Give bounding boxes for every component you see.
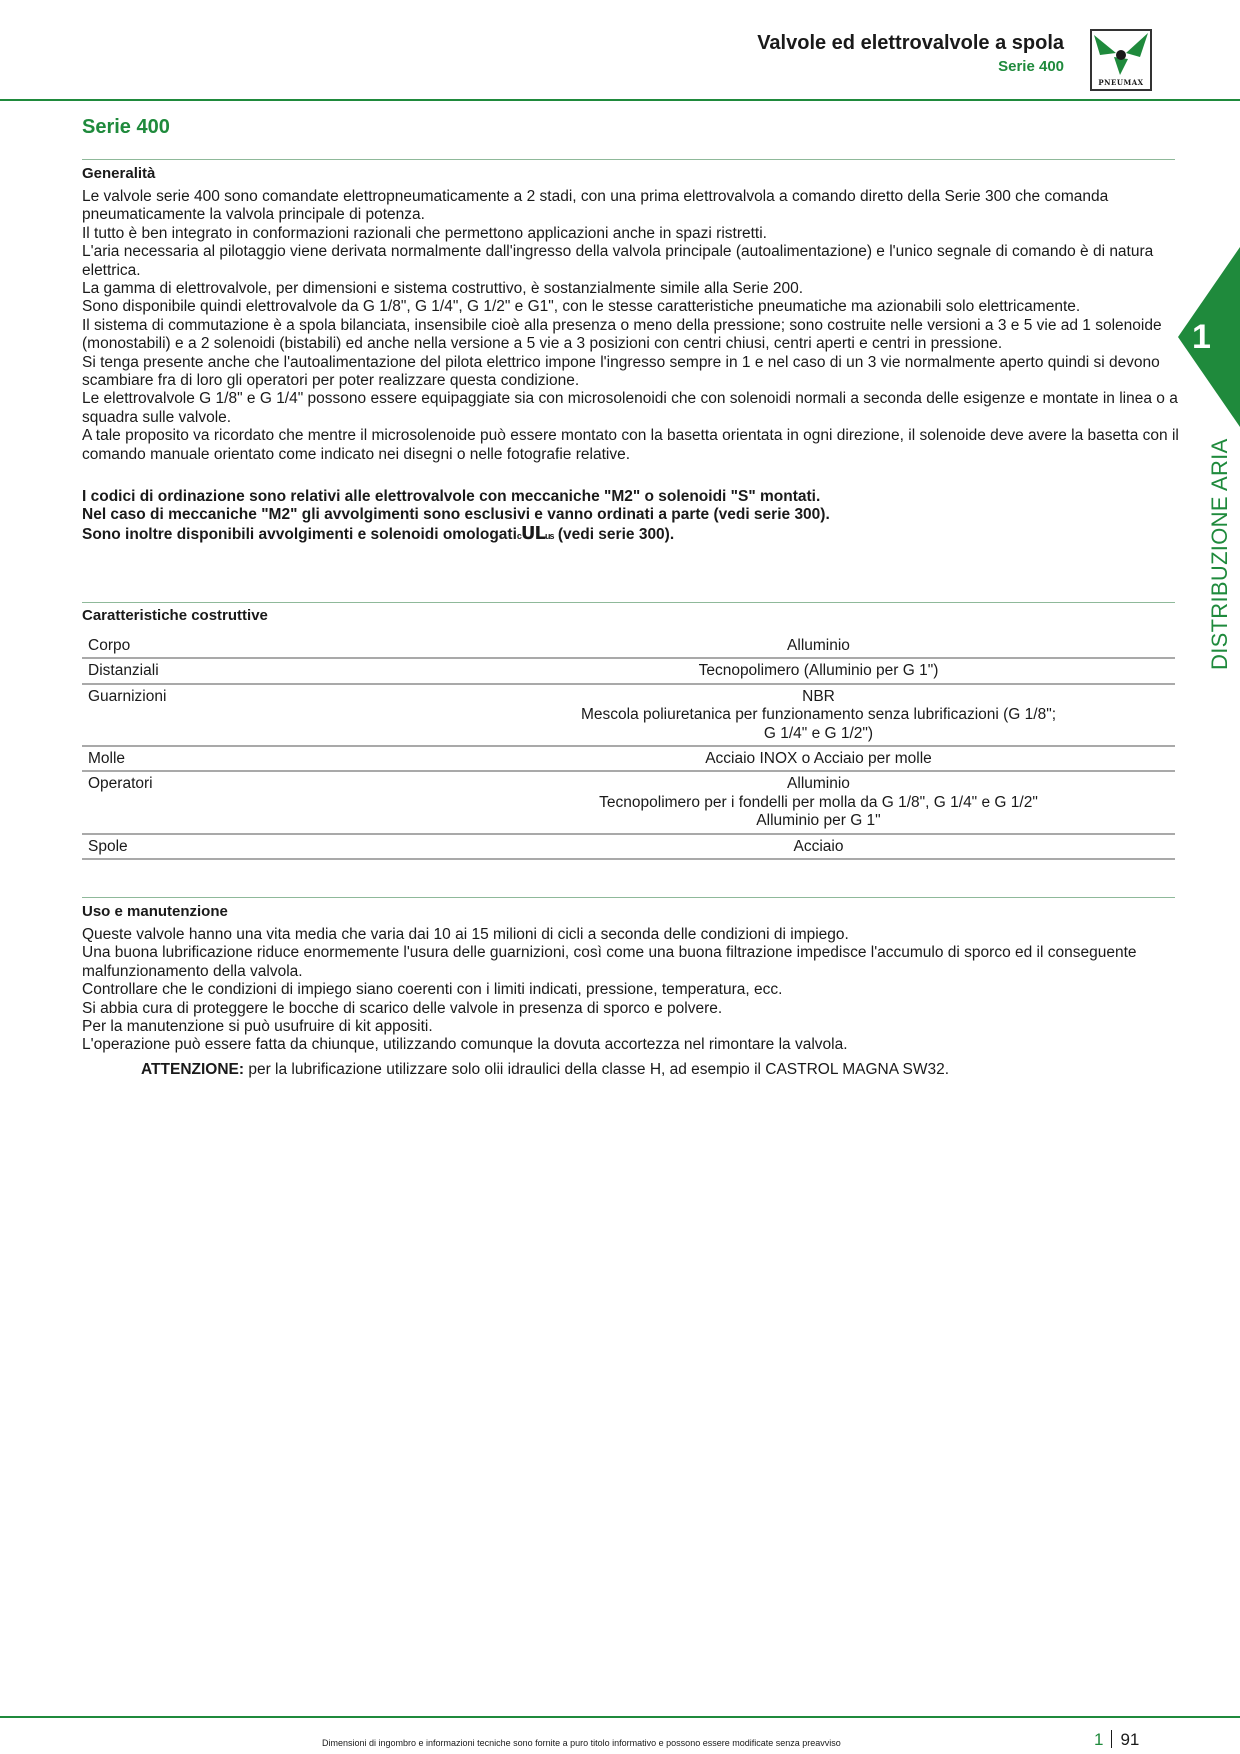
page-separator [1111, 1730, 1112, 1748]
spec-name: Guarnizioni [82, 684, 462, 746]
footer-divider [0, 1716, 1240, 1718]
chapter-number: 1 [1192, 318, 1211, 356]
header-subtitle: Serie 400 [998, 58, 1064, 75]
spec-value-line: Acciaio [793, 837, 844, 855]
footer-disclaimer: Dimensioni di ingombro e informazioni tecniche sono fornite a puro titolo informativo e possono essere modificate senza preavviso [322, 1738, 841, 1748]
ordering-note: I codici di ordinazione sono relativi alle elettrovalvole con meccaniche "M2" o solenoidi "S" montati. [82, 488, 821, 505]
uso-text [82, 926, 1182, 1055]
logo-text: PNEUMAX [1098, 78, 1144, 87]
paragraph: Il sistema di commutazione è a spola bilanciata, insensibile cioè alla presenza o meno della pressione; sono costruite nelle versioni a 3 e 5 vie ad 1 solenoide (monostabili) e a 2 solenoidi (bistabili) ed anche nella versione a 5 vie a 3 posizioni con centri chiusi, centri aperti e centri in pressione. [82, 316, 1162, 353]
page-number [1094, 1730, 1139, 1750]
spec-value-line: Acciaio INOX o Acciaio per molle [705, 750, 932, 768]
chapter-ref: 1 [1094, 1730, 1104, 1749]
attention-note [141, 1061, 949, 1079]
paragraph: Le elettrovalvole G 1/8" e G 1/4" possono essere equipaggiate sia con microsolenoidi che con solenoidi normali a seconda delle esigenze e montate in linea o a squadra sulle valvole. [82, 390, 1178, 426]
ordering-note [82, 522, 1182, 545]
paragraph: A tale proposito va ricordato che mentre il microsolenoide può essere montato con la basetta orientata in ogni direzione, il solenoide deve avere la basetta con il comando manuale orientato come indicato nei disegni o nelle fotografie relative. [82, 427, 1179, 463]
spec-name: Molle [82, 746, 462, 771]
spec-name: Spole [82, 834, 462, 859]
generalita-heading: Generalità [82, 165, 156, 182]
table-row [82, 746, 1175, 771]
caratteristiche-heading: Caratteristiche costruttive [82, 607, 268, 624]
ordering-note-ref: (vedi serie 300). [557, 525, 675, 543]
paragraph: Controllare che le condizioni di impiego siano coerenti con i limiti indicati, pressione, temperatura, ecc. [82, 981, 783, 999]
spec-value [462, 658, 1175, 683]
spec-name: Corpo [82, 634, 462, 658]
ordering-note-text: Sono inoltre disponibili avvolgimenti e solenoidi omologati [82, 525, 517, 543]
paragraph: Si tenga presente anche che l'autoalimentazione del pilota elettrico impone l'ingresso sempre in 1 e nel caso di un 3 vie normalmente aperto quindi si devono scambiare fra di loro gli operatori per poter realizzare questa condizione. [82, 353, 1160, 390]
spec-value-line: Mescola poliuretanica per funzionamento senza lubrificazioni (G 1/8"; [580, 706, 1057, 724]
table-row [82, 684, 1175, 746]
pneumax-logo [1090, 29, 1152, 91]
spec-value-line: G 1/4" e G 1/2") [763, 724, 874, 742]
paragraph: La gamma di elettrovalvole, per dimensioni e sistema costruttivo, è sostanzialmente simile alla Serie 200. [82, 280, 804, 298]
paragraph: Si abbia cura di proteggere le bocche di scarico delle valvole in presenza di sporco e polvere. [82, 999, 723, 1017]
paragraph: Per la manutenzione si può usufruire di kit appositi. [82, 1018, 433, 1036]
ul-certification-mark [516, 522, 554, 545]
specs-table [82, 634, 1175, 860]
spec-value-line: Tecnopolimero per i fondelli per molla da G 1/8", G 1/4" e G 1/2" [599, 793, 1038, 811]
ordering-note: Nel caso di meccaniche "M2" gli avvolgimenti sono esclusivi e vanno ordinati a parte (vedi serie 300). [82, 506, 830, 524]
section-divider [82, 602, 1175, 603]
ul-logo: UL [520, 522, 545, 544]
ul-c: c [516, 530, 521, 541]
page-num: 91 [1120, 1730, 1140, 1749]
ul-us: us [545, 530, 554, 541]
paragraph: Una buona lubrificazione riduce enormemente l'usura delle guarnizioni, così come una buona filtrazione impedisce l'accumulo di sporco ed il conseguente malfunzionamento della valvola. [82, 944, 1137, 980]
spec-value [462, 834, 1175, 859]
paragraph: Le valvole serie 400 sono comandate elettropneumaticamente a 2 stadi, con una prima elettrovalvola a comando diretto della Serie 300 che comanda pneumaticamente la valvola principale di potenza. [82, 188, 1109, 224]
spec-name: Operatori [82, 771, 462, 833]
spec-value-line: Tecnopolimero (Alluminio per G 1") [698, 662, 939, 680]
paragraph: L'operazione può essere fatta da chiunque, utilizzando comunque la dovuta accortezza nel rimontare la valvola. [82, 1036, 848, 1054]
spec-value-line: Alluminio per G 1" [756, 812, 881, 830]
ordering-notes [82, 488, 1182, 545]
table-row [82, 634, 1175, 658]
spec-value [462, 684, 1175, 746]
spec-value [462, 634, 1175, 658]
table-row [82, 834, 1175, 859]
uso-heading: Uso e manutenzione [82, 903, 228, 920]
chapter-label: DISTRIBUZIONE ARIA [1207, 438, 1232, 670]
table-row [82, 658, 1175, 683]
section-divider [82, 159, 1175, 160]
paragraph: L'aria necessaria al pilotaggio viene derivata normalmente dall'ingresso della valvola principale (autoalimentazione) e l'unico segnale di comando è di natura elettrica. [82, 243, 1154, 279]
paragraph: Sono disponibile quindi elettrovalvole da G 1/8", G 1/4", G 1/2" e G1", con le stesse caratteristiche pneumatiche ma azionabili solo elettricamente. [82, 298, 1081, 316]
spec-value-line: Alluminio [787, 775, 850, 793]
header-title: Valvole ed elettrovalvole a spola [757, 32, 1064, 54]
spec-value-line: Alluminio [787, 637, 850, 654]
spec-value-line: NBR [802, 687, 835, 705]
section-title: Serie 400 [82, 116, 170, 138]
attention-label: ATTENZIONE: [141, 1061, 245, 1078]
paragraph: Queste valvole hanno una vita media che varia dai 10 ai 15 milioni di cicli a seconda delle condizioni di impiego. [82, 926, 849, 943]
spec-value [462, 771, 1175, 833]
attention-text: per la lubrificazione utilizzare solo olii idraulici della classe H, ad esempio il CASTROL MAGNA SW32. [244, 1061, 950, 1078]
spec-value [462, 746, 1175, 771]
generalita-text [82, 188, 1182, 464]
spec-name: Distanziali [82, 658, 462, 683]
section-divider [82, 897, 1175, 898]
table-row [82, 771, 1175, 833]
paragraph: Il tutto è ben integrato in conformazioni razionali che permettono applicazioni anche in spazi ristretti. [82, 224, 767, 242]
header-divider [0, 99, 1240, 101]
pneumax-logo-icon [1092, 31, 1150, 77]
